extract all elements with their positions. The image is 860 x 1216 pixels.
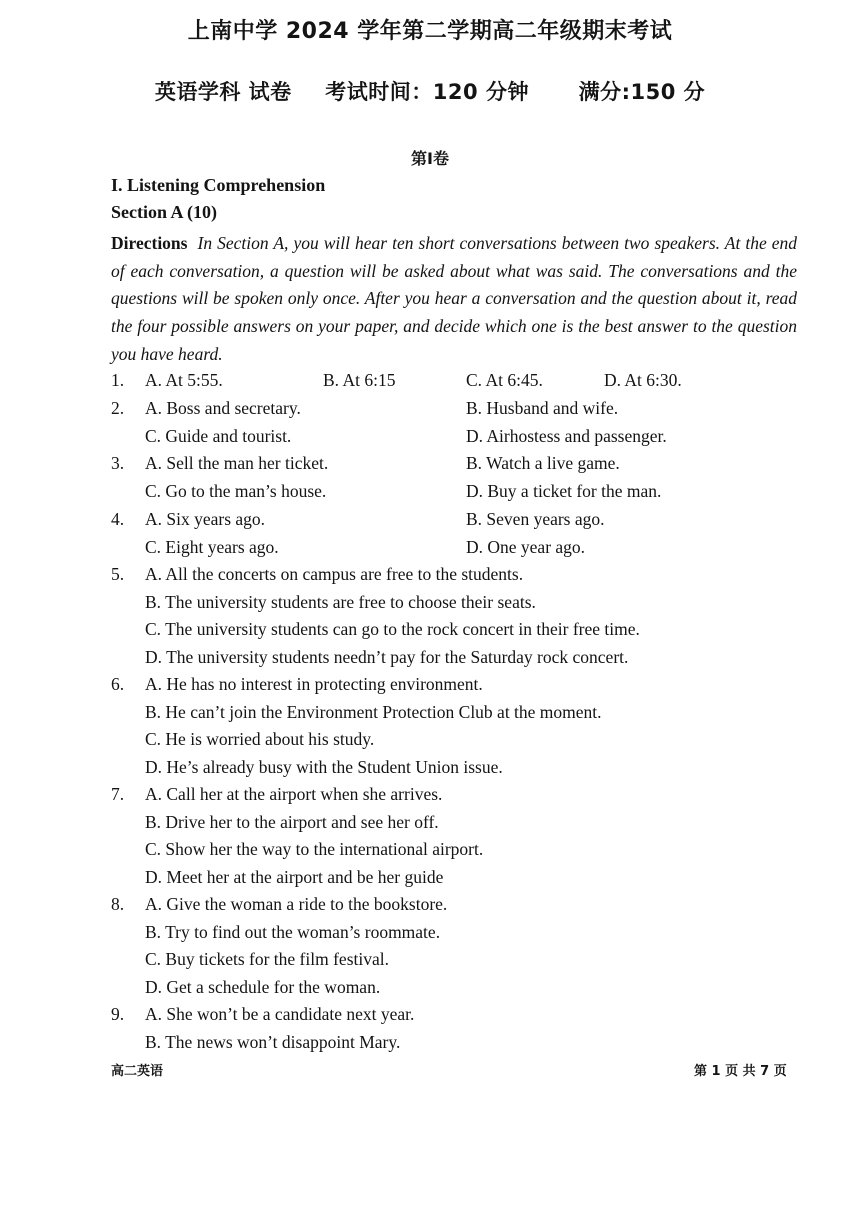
- option-b: B. Seven years ago.: [466, 509, 605, 529]
- question-6-option-d-row: [0, 757, 860, 785]
- option-a: A. Call her at the airport when she arrives.: [145, 784, 443, 804]
- question-2-row-2: [0, 426, 860, 454]
- option-a: A. Boss and secretary.: [145, 398, 301, 418]
- question-5-option-d-row: [0, 647, 860, 675]
- option-b: B. The university students are free to choose their seats.: [145, 592, 536, 612]
- option-c: C. The university students can go to the rock concert in their free time.: [145, 619, 640, 639]
- directions-label: Directions: [111, 233, 188, 253]
- volume-heading: 第I卷: [411, 149, 449, 168]
- question-6: [0, 674, 860, 702]
- option-c: C. He is worried about his study.: [145, 729, 375, 749]
- option-d: D. At 6:30.: [604, 370, 682, 390]
- option-d: D. Buy a ticket for the man.: [466, 481, 662, 501]
- part-title: I. Listening Comprehension: [111, 175, 326, 195]
- question-number: 7.: [111, 784, 125, 804]
- option-d: D. Airhostess and passenger.: [466, 426, 667, 446]
- option-a: A. He has no interest in protecting environment.: [145, 674, 483, 694]
- question-5: [0, 564, 860, 592]
- question-8-option-c-row: [0, 949, 860, 977]
- option-b: B. The news won’t disappoint Mary.: [145, 1032, 401, 1052]
- option-c: C. Guide and tourist.: [145, 426, 292, 446]
- option-d: D. One year ago.: [466, 537, 586, 557]
- section-title: Section A (10): [111, 202, 217, 222]
- question-6-option-b-row: [0, 702, 860, 730]
- option-a: A. She won’t be a candidate next year.: [145, 1004, 415, 1024]
- option-b: B. At 6:15: [323, 370, 396, 390]
- option-a: A. Give the woman a ride to the bookstore.: [145, 894, 448, 914]
- question-number: 6.: [111, 674, 125, 694]
- option-a: A. All the concerts on campus are free to the students.: [145, 564, 524, 584]
- footer-page-number: 第 1 页 共 7 页: [694, 1064, 787, 1079]
- question-7-option-d-row: [0, 867, 860, 895]
- exam-time: 考试时间：120 分钟: [325, 80, 529, 104]
- option-b: B. Watch a live game.: [466, 453, 620, 473]
- question-number: 4.: [111, 509, 125, 529]
- question-4-row-2: [0, 537, 860, 565]
- question-3: [0, 453, 860, 481]
- exam-title: 上南中学 2024 学年第二学期高二年级期末考试: [187, 19, 673, 44]
- question-number: 3.: [111, 453, 125, 473]
- exam-info-line: [0, 76, 860, 106]
- option-d: D. The university students needn’t pay for the Saturday rock concert.: [145, 647, 629, 667]
- option-c: C. Show her the way to the international airport.: [145, 839, 484, 859]
- question-number: 8.: [111, 894, 125, 914]
- subject-label: 英语学科 试卷: [154, 80, 292, 104]
- question-7-option-b-row: [0, 812, 860, 840]
- question-number: 9.: [111, 1004, 125, 1024]
- option-a: A. Sell the man her ticket.: [145, 453, 329, 473]
- option-b: B. Husband and wife.: [466, 398, 619, 418]
- directions-text: In Section A, you will hear ten short conversations between two speakers. At the end of each conversation, a question will be asked about what was said. The conversations and the questions will be spoken only once. After you hear a conversation and the question about it, read the four possible answers on your paper, and decide which one is the best answer to the question you have heard.: [111, 233, 798, 364]
- question-9-option-b-row: [0, 1032, 860, 1060]
- question-8-option-b-row: [0, 922, 860, 950]
- question-4: [0, 509, 860, 537]
- question-1: [0, 370, 860, 398]
- question-5-option-b-row: [0, 592, 860, 620]
- option-a: A. At 5:55.: [145, 370, 223, 390]
- full-score: 满分:150 分: [578, 80, 706, 104]
- option-d: D. Meet her at the airport and be her guide: [145, 867, 444, 887]
- option-b: B. Try to find out the woman’s roommate.: [145, 922, 441, 942]
- question-7-option-c-row: [0, 839, 860, 867]
- question-8-option-d-row: [0, 977, 860, 1005]
- option-a: A. Six years ago.: [145, 509, 266, 529]
- option-c: C. Go to the man’s house.: [145, 481, 327, 501]
- question-2: [0, 398, 860, 426]
- option-d: D. He’s already busy with the Student Union issue.: [145, 757, 503, 777]
- footer-subject: 高二英语: [111, 1064, 164, 1079]
- question-number: 2.: [111, 398, 125, 418]
- question-number: 5.: [111, 564, 125, 584]
- option-b: B. He can’t join the Environment Protection Club at the moment.: [145, 702, 602, 722]
- question-3-row-2: [0, 481, 860, 509]
- option-c: C. Eight years ago.: [145, 537, 279, 557]
- question-number: 1.: [111, 370, 125, 390]
- option-d: D. Get a schedule for the woman.: [145, 977, 381, 997]
- option-b: B. Drive her to the airport and see her off.: [145, 812, 439, 832]
- option-c: C. At 6:45.: [466, 370, 543, 390]
- option-c: C. Buy tickets for the film festival.: [145, 949, 389, 969]
- directions-paragraph: [111, 230, 797, 369]
- question-5-option-c-row: [0, 619, 860, 647]
- question-6-option-c-row: [0, 729, 860, 757]
- question-8: [0, 894, 860, 922]
- question-9: [0, 1004, 860, 1032]
- question-7: [0, 784, 860, 812]
